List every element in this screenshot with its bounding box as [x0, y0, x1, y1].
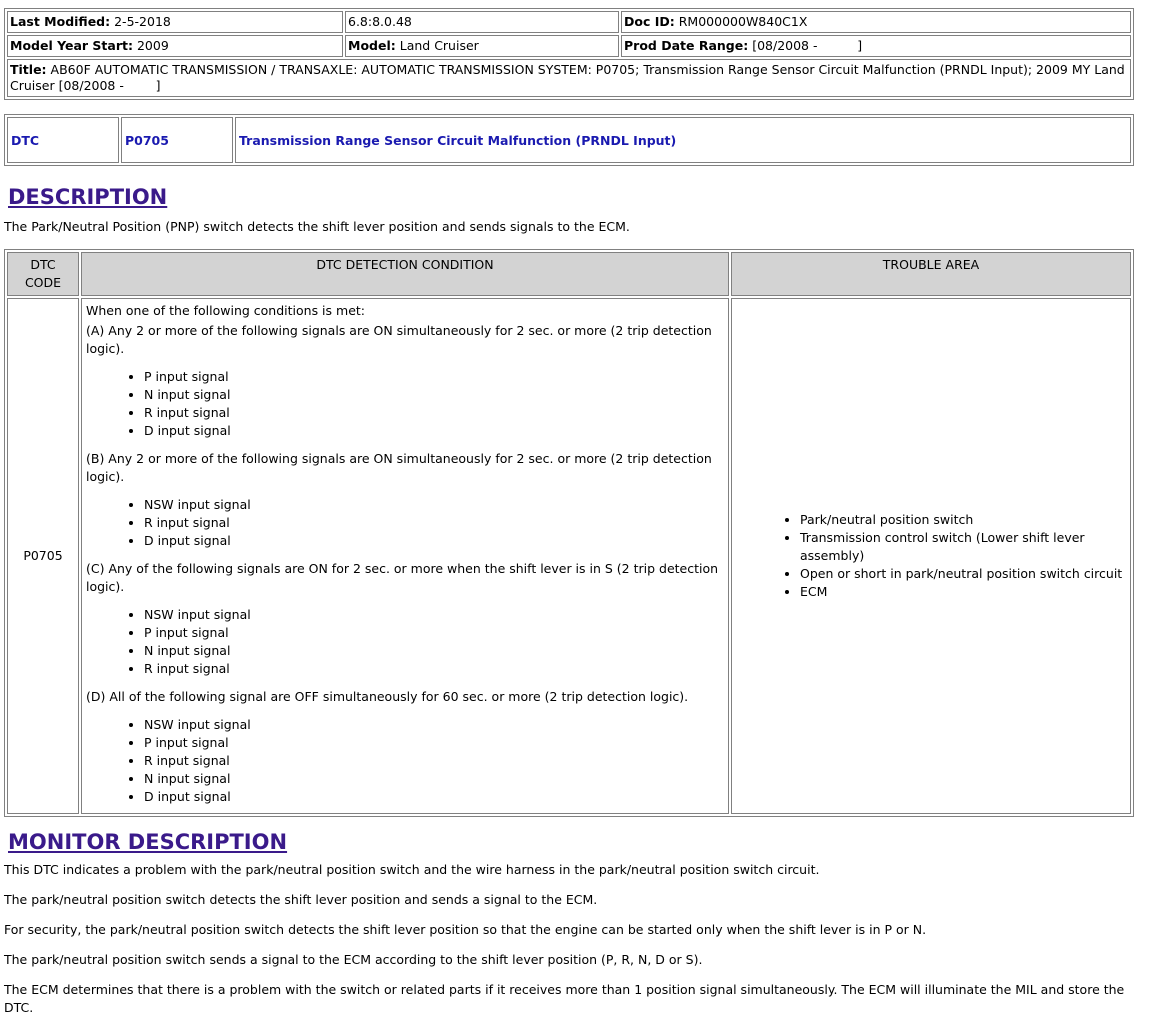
dtc-label: DTC: [7, 117, 119, 163]
title-value: AB60F AUTOMATIC TRANSMISSION / TRANSAXLE: AUTOMATIC TRANSMISSION SYSTEM: P0705; Transmission Range Sensor Circuit Malfunction (PRNDL Input); 2009 MY Land Cruiser [08/2008 - ]: [10, 62, 1129, 93]
detection-condition-cell: [81, 298, 729, 814]
doc-id-value: RM000000W840C1X: [678, 14, 808, 29]
list-item: • D input signal: [144, 422, 724, 440]
trouble-area-list: [736, 511, 1126, 601]
condition-c-list: [86, 606, 724, 678]
monitor-paragraph: The park/neutral position switch sends a signal to the ECM according to the shift lever position (P, R, N, D or S).: [4, 952, 703, 967]
title-cell: Title: AB60F AUTOMATIC TRANSMISSION / TRANSAXLE: AUTOMATIC TRANSMISSION SYSTEM: P0705; Transmission Range Sensor Circuit Malfunction (PRNDL Input); 2009 MY Land Cruiser [08/2008 - ]: [7, 59, 1131, 97]
description-heading: DESCRIPTION: [8, 185, 168, 209]
monitor-paragraph: The park/neutral position switch detects the shift lever position and sends a signal to the ECM.: [4, 892, 598, 907]
dtc-bar: [4, 114, 1134, 166]
list-item: • R input signal: [144, 404, 724, 422]
list-item: • R input signal: [144, 514, 724, 532]
description-text: The Park/Neutral Position (PNP) switch detects the shift lever position and sends signals to the ECM.: [4, 219, 630, 234]
monitor-paragraph: The ECM determines that there is a problem with the switch or related parts if it receives more than 1 position signal simultaneously. The ECM will illuminate the MIL and store the DTC.: [4, 982, 1125, 1015]
list-item: • N input signal: [144, 770, 724, 788]
condition-a-list: [86, 368, 724, 440]
monitor-paragraph: For security, the park/neutral position switch detects the shift lever position so that the engine can be started only when the shift lever is in P or N.: [4, 922, 927, 937]
model-year-value: 2009: [136, 38, 169, 53]
detection-table: [4, 249, 1134, 817]
col-detection-header: DTC DETECTION CONDITION: [81, 252, 729, 296]
doc-id-cell: Doc ID: RM000000W840C1X: [621, 11, 1131, 33]
list-item: • NSW input signal: [144, 496, 724, 514]
model-value: Land Cruiser: [399, 38, 479, 53]
col-dtc-code-header: DTC CODE: [7, 252, 79, 296]
list-item: • NSW input signal: [144, 606, 724, 624]
condition-intro: When one of the following conditions is met:: [86, 303, 365, 318]
list-item: • D input signal: [144, 532, 724, 550]
condition-b-list: [86, 496, 724, 550]
condition-a: (A) Any 2 or more of the following signals are ON simultaneously for 2 sec. or more (2 trip detection logic).: [86, 323, 712, 356]
dtc-code-cell: P0705: [7, 298, 79, 814]
list-item: • N input signal: [144, 386, 724, 404]
condition-d-list: [86, 716, 724, 806]
col-trouble-header: TROUBLE AREA: [731, 252, 1131, 296]
version-cell: 6.8:8.0.48: [345, 11, 619, 33]
list-item: • Park/neutral position switch: [800, 511, 1126, 529]
list-item: • R input signal: [144, 752, 724, 770]
condition-b: (B) Any 2 or more of the following signals are ON simultaneously for 2 sec. or more (2 trip detection logic).: [86, 451, 712, 484]
list-item: • P input signal: [144, 734, 724, 752]
list-item: • P input signal: [144, 624, 724, 642]
model-cell: Model: Land Cruiser: [345, 35, 619, 57]
list-item: • D input signal: [144, 788, 724, 806]
trouble-area-cell: [731, 298, 1131, 814]
monitor-section: [4, 829, 1134, 1017]
last-modified-value: 2-5-2018: [114, 14, 171, 29]
list-item: • N input signal: [144, 642, 724, 660]
monitor-paragraph: This DTC indicates a problem with the park/neutral position switch and the wire harness in the park/neutral position switch circuit.: [4, 862, 820, 877]
list-item: • NSW input signal: [144, 716, 724, 734]
monitor-heading: MONITOR DESCRIPTION: [8, 830, 288, 854]
condition-d: (D) All of the following signal are OFF simultaneously for 60 sec. or more (2 trip detection logic).: [86, 689, 689, 704]
condition-c: (C) Any of the following signals are ON for 2 sec. or more when the shift lever is in S (2 trip detection logic).: [86, 561, 719, 594]
prod-date-value: [08/2008 - ]: [752, 38, 863, 53]
last-modified-cell: Last Modified: 2-5-2018: [7, 11, 343, 33]
list-item: • R input signal: [144, 660, 724, 678]
dtc-name: Transmission Range Sensor Circuit Malfunction (PRNDL Input): [235, 117, 1131, 163]
list-item: • Open or short in park/neutral position switch circuit: [800, 565, 1126, 583]
header-table: [4, 8, 1134, 100]
model-year-cell: Model Year Start: 2009: [7, 35, 343, 57]
list-item: • ECM: [800, 583, 1126, 601]
list-item: • P input signal: [144, 368, 724, 386]
prod-date-cell: Prod Date Range: [08/2008 - ]: [621, 35, 1131, 57]
dtc-code: P0705: [121, 117, 233, 163]
document-page: [4, 8, 1134, 1017]
list-item: • Transmission control switch (Lower shift lever assembly): [800, 529, 1126, 565]
